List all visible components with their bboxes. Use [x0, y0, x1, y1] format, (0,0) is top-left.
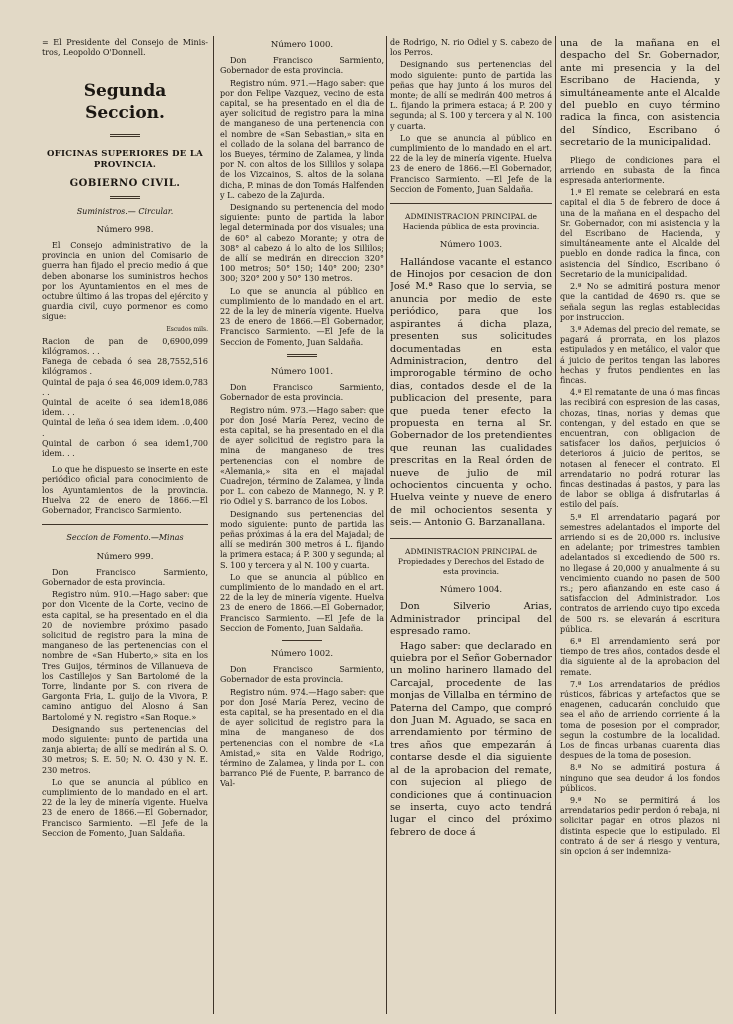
notice-number: Número 1004. [439, 585, 503, 596]
divider [42, 524, 208, 525]
paragraph: Lo que se anuncia al público en cumplimiento de lo mandado en el art. 22 de la ley de minería vigente. Huelva 23 de enero de 1866.—El Gobernador, Francisco Sarmiento. —El Jefe de la Seccion de Fomento, Juan Saldaña. [220, 286, 384, 347]
paragraph: Registro núm. 910.—Hago saber: que por don Vicente de la Corte, vecino de esta capital, se ha presentado en el dia 20 de noviembre próximo pasado solicitud de registro para la mina de manganeso de las pertenencias con el nombre de «San Huberto,» sita en los Tres Guijos, términos de Villanueva de los Castillejos y San Bartolomé de la Torre, lindante por S. con rivera de Gargonta Fria, L. guijo de la Vivora, P. camino antiguo del Alosno á San Bartolomé y N. registro «San Roque.» [42, 590, 208, 722]
paragraph: Pliego de condiciones para el arriendo en subasta de la finca espresada anteriormente. [560, 155, 720, 186]
paragraph: 4.ª El rematante de una ó mas fincas las recibirá con espresion de las casas, chozas, tinas, norias y demas que contengan, y del estado en que se encuentran, con obligacion de satisfacer los daños, perjuicios ó deterioros á juicio de peritos, se notasen al fenecer el contrato. El arrendatario no podrá roturar las fincas destinadas á pastos, y para las de labor se obliga á disfrutarlas á estilo del país. [560, 388, 720, 510]
divider [110, 196, 140, 201]
price-row: Quintal de paja ó sea 46,009 idem. . . 0,783 [42, 377, 208, 397]
paragraph: El Consejo administrativo de la provincia en union del Comisario de guerra han fijado el precio medio á que deben abonarse los suministros hechos por los Ayuntamientos en el mes de octubre último á las tropas del ejército y guardia civil, cuyo pormenor es como sigue: [42, 241, 208, 322]
currency-note: Escudos mils. [166, 325, 208, 333]
paragraph: Registro núm. 973.—Hago saber: que por don José María Perez, vecino de esta capital, se ha presentado en el dia de ayer solicitud de registro para la mina de manganeso de tres pertenencias con el nombre de «Alemania,» sita en el majadal Cuadrejon, término de Zalamea, y linda por L. con cabezo de Mannego, N. y P. rio Odiel y S. barranco de los Lobos. [220, 405, 384, 507]
notice-number: Número 998. [96, 224, 154, 235]
notice-number: Número 1003. [439, 240, 503, 251]
price-row: Fanega de cebada ó sea 28,755 kilógramos . 2,516 [42, 357, 208, 377]
divider [390, 203, 552, 204]
paragraph: de Rodrigo, N. rio Odiel y S. cabezo de los Perros. [390, 38, 552, 58]
column-1 [42, 38, 208, 1014]
paragraph: 5.ª El arrendatario pagará por semestres adelantados el importe del arriendo si es de 20,000 rs. inclusive en adelante; por trimestres tambien adelantados si excediendo de 500 rs. no llegase á 20,000 y anualmente á su vencimiento cuando no pasen de 500 rs.; pero afianzando en este caso á satisfaccion del Administrador. Los contratos de arriendo cuyo tipo exceda de 500 rs. se elevarán á escritura pública. [560, 512, 720, 634]
paragraph: Designando sus pertenencias del modo siguiente: punto de partida las peñas que hay junto á los muros del monte; de allí se medirán 400 metros á L. fijando la primera estaca; á P. 200 y segunda; al S. 100 y tercera y al N. 100 y cuarta. [390, 60, 552, 131]
paragraph: 3.ª Ademas del precio del remate, se pagará á prorrata, en los plazos estipulados y en metálico, el valor que á juicio de peritos tengan las labores hechas y frutos pendientes en las fincas. [560, 324, 720, 385]
paragraph: Don Francisco Sarmiento, Gobernador de esta provincia. [220, 56, 384, 76]
price-row: Quintal de leña ó sea idem idem. . . 0,400 [42, 418, 208, 438]
paragraph: Don Francisco Sarmiento, Gobernador de esta provincia. [220, 665, 384, 685]
paragraph: Designando sus pertenencias del modo siguiente: punto de partida las peñas próximas á la era del Majadal; de allí se medirán 300 metros á L. fijando la primera estaca; á P. 300 y segunda; al S. 100 y tercera y al N. 100 y cuarta. [220, 509, 384, 570]
paragraph: Designando sus pertenencias del modo siguiente: punto de partida una zanja abierta; de allí se medirán al S. O. 30 metros; S. E. 50; N. O. 430 y N. E. 230 metros. [42, 724, 208, 775]
notice-number: Número 1002. [270, 648, 334, 659]
paragraph: 1.ª El remate se celebrará en esta capital el dia 5 de febrero de doce á una de la mañana en el despacho del Sr. Gobernador, con mi asistencia y la del Escribano de Hacienda, y simultáneamente ante el Alcalde del pueblo en donde radica la finca, con asistencia del Síndico, Escribano ó Secretario de la municipalidad. [560, 188, 720, 279]
paragraph: Don Silverio Arias, Administrador principal del espresado ramo. [390, 601, 552, 638]
divider [110, 134, 140, 139]
divider [390, 538, 552, 539]
paragraph: Lo que se anuncia al público en cumplimiento de lo mandado en el art. 22 de la ley de minería vigente. Huelva 23 de enero de 1866.—El Gobernador, Francisco Sarmiento. —El Jefe de la Seccion de Fomento, Juan Saldaña. [220, 572, 384, 633]
paragraph: Registro núm. 974.—Hago saber: que por don José María Perez, vecino de esta capital, se ha presentado en el dia de ayer solicitud de registro para la mina de manganeso de dos pertenencias con el nombre de «La Amistad,» sita en Valde Rodrigo, término de Zalamea, y linda por L. con barranco Pié de Fuente, P. barranco de Val- [220, 687, 384, 789]
paragraph: Lo que he dispuesto se inserte en este periódico oficial para conocimiento de los Ayuntamientos de la provincia. Huelva 22 de enero de 1866.—El Gobernador, Francisco Sarmiento. [42, 465, 208, 516]
admin-heading: ADMINISTRACION PRINCIPAL de Propiedades y Derechos del Estado de esta provincia. [397, 546, 545, 576]
price-row: Racion de pan de 0,690 kilógramos. . . 0,099 [42, 336, 208, 357]
price-row: Quintal de carbon ó sea idem idem. . . 1,700 [42, 438, 208, 459]
paragraph: 2.ª No se admitirá postura menor que la cantidad de 4690 rs. que se señala segun las reglas establecidas por instruccion. [560, 282, 720, 322]
paragraph: Don Francisco Sarmiento, Gobernador de esta provincia. [42, 567, 208, 587]
column-4 [560, 38, 720, 1014]
paragraph: Lo que se anuncia al público en cumplimiento de lo mandado en el art. 22 de la ley de minería vigente. Huelva 23 de enero de 1866.—El Gobernador, Francisco Sarmiento. —El Jefe de la Seccion de Fomento, Juan Saldaña. [42, 777, 208, 838]
column-rule [555, 36, 556, 1014]
price-table [42, 337, 208, 459]
subheading: Suministros.— Circular. [76, 206, 174, 216]
paragraph: Hallándose vacante el estanco de Hinojos por cesacion de don José M.ª Raso que lo servia, se anuncia por medio de este periódico, para que los aspirantes á dicha plaza, presenten sus solicitudes documentadas en esta Administracion, dentro del improrogable término de ocho dias, contados desde el de la publicacion del presente, para que pueda tener efecto la propuesta en terna al Sr. Gobernador de los pretendientes que reunan las cualidades prescritas en la Real órden de nueve de julio de mil ochocientos cincuenta y ocho. Huelva veinte y nueve de enero de mil ochocientos sesenta y seis.— Antonio G. Barzanallana. [390, 256, 552, 529]
paragraph: Registro núm. 971.—Hago saber: que por don Felipe Vazquez, vecino de esta capital, se ha presentado en el dia de ayer solicitud de registro para la mina de manganeso de una pertenencia con el nombre de «San Sebastian,» sita en el collado de la solana del barranco de los Bueyes, término de Zalamea, y linda por N. con altos de los Sillilos y solapa de los Vizcainos, S. altos de la solana dicha, P. minas de don Tomás Halfenden y L. cabezo de la Zajurda. [220, 78, 384, 200]
notice-number: Número 1000. [270, 40, 334, 50]
top-note: = El Presidente del Consejo de Minis- tros, Leopoldo O'Donnell. [42, 38, 208, 58]
paragraph: una de la mañana en el despacho del Sr. Gobernador, ante mi presencia y la del Escribano de Hacienda, y simultáneamente ante el Alcalde del pueblo en cuyo término radica la finca, con asistencia del Síndico, Escribano ó secretario de la municipalidad. [560, 38, 720, 149]
column-2 [220, 38, 384, 1014]
paragraph: Lo que se anuncia al público en cumplimiento de lo mandado en el art. 22 de la ley de minería vigente. Huelva 23 de enero de 1866.—El Gobernador, Francisco Sarmiento. —El Jefe de la Seccion de Fomento, Juan Saldaña. [390, 133, 552, 194]
paragraph: 9.ª No se permitirá á los arrendatarios pedir perdon ó rebaja, ni solicitar pagar en otros plazos ni distinta especie que lo estipulado. El contrato á de ser á riesgo y ventura, sin opcion á ser indemniza- [560, 796, 720, 857]
notice-number: Número 1001. [270, 366, 334, 377]
subheading: Seccion de Fomento.—Minas [66, 533, 184, 543]
admin-heading: ADMINISTRACION PRINCIPAL de Hacienda pública de esta provincia. [402, 212, 540, 232]
section-title: Segunda Seccion. [83, 81, 167, 124]
paragraph: Don Francisco Sarmiento, Gobernador de esta provincia. [220, 383, 384, 403]
notice-number: Número 999. [96, 551, 154, 562]
column-rule [213, 36, 214, 1014]
column-3 [390, 38, 552, 1014]
paragraph: 6.ª El arrendamiento será por tiempo de tres años, contados desde el dia siguiente al de la aprobacion del remate. [560, 637, 720, 677]
paragraph: Hago saber: que declarado en quiebra por el Señor Gobernador un molino harinero llamado del Carcajal, procedente de las monjas de Villalba en término de Paterna del Campo, que compró don Juan M. Aguado, se saca en arrendamiento por término de tres años que empezarán á contarse desde el dia siguiente al de la aprobacion del remate, con sujecion al pliego de condiciones que á continuacion se inserta, cuyo acto tendrá lugar el cinco del próximo febrero de doce á [390, 640, 552, 838]
offices-heading: OFICINAS SUPERIORES DE LA PROVINCIA. [46, 149, 203, 171]
divider [287, 354, 317, 359]
paragraph: 8.ª No se admitirá postura á ninguno que sea deudor á los fondos públicos. [560, 763, 720, 793]
paragraph: 7.ª Los arrendatarios de prédios rústicos, fábricas y artefactos que se enagenen, caducarán concluido que sea el año de arriendo corriente á la toma de posesion por el comprador, segun la costumbre de la localidad. Los de fincas urbanas cuarenta dias despues de la toma de posesion. [560, 679, 720, 761]
column-rule [386, 36, 387, 1014]
paragraph: Designando su pertenencia del modo siguiente: punto de partida la labor legal determinada por dos visuales; una de 60° al cabezo Morante; y otra de 308° al cabezo á lo alto de los Sillilos; de allí se medirán en direccion 320° 100 metros; 50° 150; 140° 200; 230° 300; 320° 200 y 50° 130 metros. [220, 203, 384, 284]
divider [282, 640, 322, 641]
price-row: Quintal de aceite ó sea idem idem. . . 18,086 [42, 398, 208, 418]
gobierno-heading: GOBIERNO CIVIL. [69, 178, 181, 190]
